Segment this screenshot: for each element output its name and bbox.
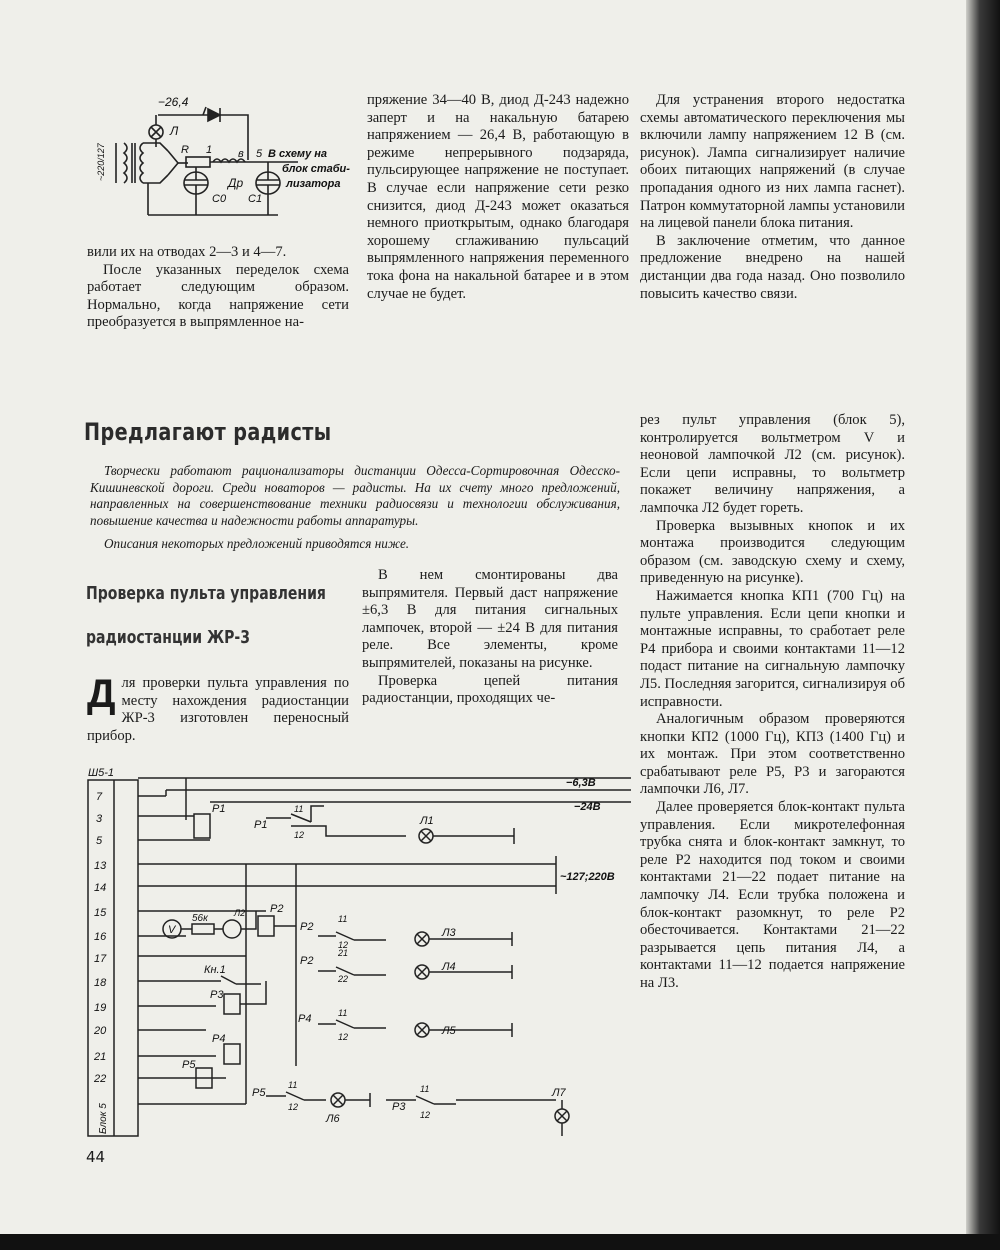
connector-label: Ш5-1 [88, 767, 115, 779]
contact-11-b: 11 [338, 914, 348, 924]
article-col3-paragraph-3: Нажимается кнопка КП1 (700 Гц) на пульте управления. Если цепи кнопки и монтажные исправны, то сработает реле Р4 прибора и своими контактами 11—12 подаст питание на сигнальную лампочку Л5. Последняя загорится, сигнализируя об исправности. [640, 587, 905, 710]
relay-p5-contact-label: Р5 [252, 1087, 266, 1099]
lamp-l2-label: Л2 [234, 908, 246, 918]
schematic-label-node1: 1 [206, 144, 213, 156]
schematic-label-out1: В схему на [268, 148, 328, 160]
contact-12-e: 12 [420, 1110, 431, 1120]
relay-p1-contact-label: Р1 [254, 819, 268, 831]
stabilizer-schematic [88, 95, 363, 230]
section-intro-2: Описания некоторых предложений приводятся ниже. [104, 536, 410, 551]
voltmeter-label: V [168, 924, 176, 936]
contact-12-b: 12 [338, 940, 349, 950]
article-column-3 [640, 412, 905, 993]
relay-p4-contact-label: Р4 [298, 1013, 312, 1025]
relay-p1-label: Р1 [212, 803, 226, 815]
article-col3-paragraph-2: Проверка вызывных кнопок и их монтажа производится следующим образом (см. заводскую схему и схему, приведенную на рисунке). [640, 517, 905, 587]
relay-p3-label: Р3 [210, 989, 224, 1001]
pin-3: 3 [96, 813, 103, 825]
lamp-l4-label: Л4 [442, 961, 456, 973]
lamp-l7-label: Л7 [552, 1087, 566, 1099]
schematic-label-r: R [181, 144, 189, 156]
pin-17: 17 [94, 953, 107, 965]
button-kn1-label: Кн.1 [204, 964, 226, 976]
relay-p2-contact-b: Р2 [300, 955, 314, 967]
page-binding-shadow [966, 0, 1000, 1250]
contact-12-a: 12 [294, 830, 305, 840]
lamp-l5-label: Л5 [442, 1025, 456, 1037]
relay-p2-contact-a: Р2 [300, 921, 314, 933]
article-col3-paragraph-5: Далее проверяется блок-контакт пульта управления. Если микротелефонная трубка снята и блок-контакт замкнут, то реле Р2 находится под током и своими контактами 21—22 подает питание на лампочку Л4. Если трубка положена и блок-контакт разомкнут, то реле Р2 обесточивается. Контактами 21—22 разрывается цепь питания Л4, а контактами 11—12 подается напряжение на Л3. [640, 799, 905, 991]
col2-paragraph-1: пряжение 34—40 В, диод Д-243 надежно заперт и на накальную батарею напряжением — 26,4 В, работающую в режиме непрерывного подзаряда, пульсирующее напряжение не поступает. В случае если напряжение сети резко снизится, диод Д-243 может оказаться немного приоткрытым, однако благодаря хорошему сглаживанию пульсаций выпрямленного напряжения переменного тока фона на накальной батарее и в этом случае не будет. [367, 92, 629, 302]
pin-19: 19 [94, 1002, 107, 1014]
contact-22: 22 [338, 974, 349, 984]
relay-p5-label: Р5 [182, 1059, 196, 1071]
contact-12-c: 12 [338, 1032, 349, 1042]
page-number: 44 [86, 1148, 106, 1166]
drop-cap: Д [87, 672, 116, 716]
pin-15: 15 [94, 907, 107, 919]
contact-21: 21 [338, 948, 349, 958]
contact-11-e: 11 [420, 1084, 430, 1094]
pin-18: 18 [94, 977, 107, 989]
col1-paragraph-2: После указанных переделок схема работает следующим образом. Нормально, когда напряжение сети преобразуется в выпрямленное на- [87, 261, 349, 331]
pin-21: 21 [94, 1051, 107, 1063]
rail-label-63v: −6,3В [566, 777, 596, 789]
article-col3-paragraph-1: рез пульт управления (блок 5), контролируется вольтметром V и неоновой лампочкой Л2 (см. рисунок). Если цепи исправны, то вольтметр покажет величину напряжения, а лампочка Л2 будет гореть. [640, 412, 905, 516]
pin-14: 14 [94, 882, 107, 894]
schematic-label-cap0: С0 [212, 193, 227, 205]
col3-paragraph-2: В заключение отметим, что данное предложение внедрено на нашей дистанции два года назад. Оно позволило повысить качество связи. [640, 232, 905, 302]
pin-22: 22 [94, 1073, 107, 1085]
article-col3-paragraph-4: Аналогичным образом проверяются кнопки КП2 (1000 Гц), КП3 (1400 Гц) и их монтаж. При этом соответственно срабатывают реле Р5, Р3 и загораются лампочки Л6, Л7. [640, 711, 905, 798]
pin-16: 16 [94, 931, 107, 943]
resistor-label: 56к [192, 913, 208, 924]
contact-11-c: 11 [338, 1008, 348, 1018]
relay-p2-label: Р2 [270, 903, 284, 915]
column-2-top [367, 92, 629, 303]
rail-label-ac: ~127;220В [560, 871, 615, 883]
lamp-l1-label: Л1 [420, 815, 434, 827]
relay-p4-label: Р4 [212, 1033, 226, 1045]
schematic-label-node-b: в [238, 148, 244, 160]
schematic-label-mains: ~220/127 [96, 143, 106, 181]
article-title-line-1: Проверка пульта управления [86, 583, 326, 604]
pin-7: 7 [96, 791, 103, 803]
pin-5: 5 [96, 835, 103, 847]
relay-p3-contact-label: Р3 [392, 1101, 406, 1113]
contact-11-d: 11 [288, 1080, 298, 1090]
article-paragraph-1 [87, 672, 349, 745]
schematic-label-out2: блок стаби- [282, 163, 350, 175]
col3-paragraph-1: Для устранения второго недостатка схемы автоматического переключения мы включили лампу напряжением 12 В (см. рисунок). Лампа сигнализирует наличие обоих питающих напряжений (в случае пропадания одного из них лампа гаснет). Патрон коммутаторной лампы установили на лицевой панели блока питания. [640, 92, 905, 232]
article-title-line-2: радиостанции ЖР-3 [86, 627, 251, 648]
schematic-label-choke: Др [228, 176, 244, 190]
column-1-top [87, 244, 349, 332]
schematic-label-cap1: С1 [248, 193, 263, 205]
rail-label-24v: −24В [574, 801, 601, 813]
page-bottom-shadow [0, 1234, 1000, 1250]
section-intro: Творчески работают рационализаторы дистанции Одесса-Сортировочная Одесско-Кишиневской дороги. Среди новаторов — радисты. На их счету много предложений, направленных на совершенствование техники радиосвязи и технологии обслуживания, повышение качества и надежности работы аппаратуры. [90, 463, 620, 528]
schematic-label-node5: 5 [256, 148, 263, 160]
section-title: Предлагают радисты [84, 418, 332, 446]
pin-13: 13 [94, 860, 107, 872]
schematic-label-voltage: −26,4 [158, 95, 189, 109]
schematic-label-lamp: Л [170, 124, 179, 138]
article-col2-paragraph-1: В нем смонтированы два выпрямителя. Первый даст напряжение ±6,3 В для питания сигнальных лампочек, второй — ±24 В для питания реле. Все элементы, кроме выпрямителей, показаны на рисунке. [362, 567, 618, 671]
column-3-top [640, 92, 905, 303]
article-paragraph-1-text: ля проверки пульта управления по месту нахождения радиостанции ЖР-3 изготовлен переносный прибор. [87, 675, 349, 744]
col1-paragraph-1: вили их на отводах 2—3 и 4—7. [87, 244, 287, 260]
lamp-l3-label: Л3 [442, 927, 456, 939]
contact-12-d: 12 [288, 1102, 299, 1112]
article-column-2 [362, 567, 618, 708]
block-label: Блок 5 [98, 1103, 109, 1134]
schematic-label-out3: лизатора [286, 178, 341, 190]
test-device-schematic [86, 766, 638, 1146]
lamp-l6-label: Л6 [326, 1113, 340, 1125]
contact-11-a: 11 [294, 804, 304, 814]
pin-20: 20 [94, 1025, 107, 1037]
article-column-1 [87, 672, 349, 745]
article-col2-paragraph-2: Проверка цепей питания радиостанции, проходящих че- [362, 672, 618, 707]
